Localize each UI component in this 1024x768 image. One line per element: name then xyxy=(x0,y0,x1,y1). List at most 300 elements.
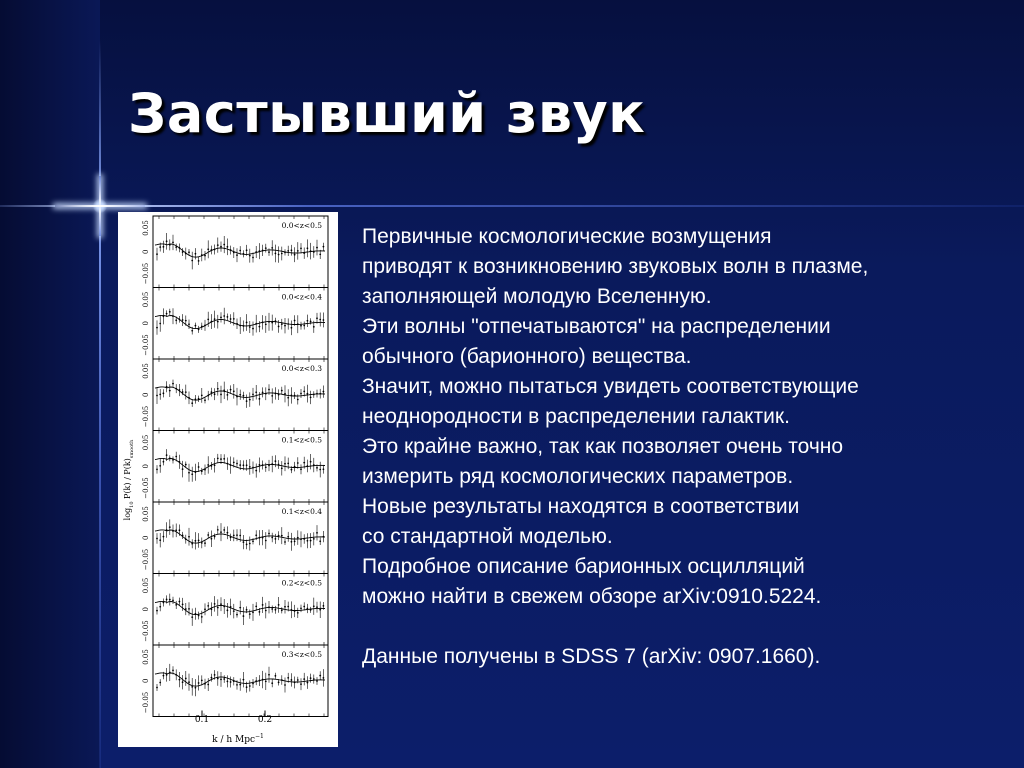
panel-data-point xyxy=(275,253,277,255)
panel-data-point xyxy=(214,536,216,538)
panel-data-point xyxy=(217,244,219,246)
panel-data-point xyxy=(271,682,273,684)
panel-data-point xyxy=(195,398,197,400)
panel-data-point xyxy=(259,611,261,613)
panel-data-point xyxy=(310,396,312,398)
panel-data-point xyxy=(172,315,174,317)
panel-data-point xyxy=(265,247,267,249)
panel-data-point xyxy=(191,473,193,475)
panel-data-point xyxy=(262,250,264,252)
panel-data-point xyxy=(207,248,209,250)
panel-data-point xyxy=(275,675,277,677)
panel-data-point xyxy=(198,260,200,262)
panel-data-point xyxy=(297,399,299,401)
panel-data-point xyxy=(307,393,309,395)
x-axis-label-main: k / h Mpc xyxy=(212,735,256,745)
body-line-12: можно найти в свежем обзоре arXiv:0910.5224. xyxy=(362,585,822,608)
panel-data-point xyxy=(214,393,216,395)
panel-data-point xyxy=(307,682,309,684)
panel-data-point xyxy=(246,544,248,546)
panel-data-point xyxy=(179,601,181,603)
panel-data-point xyxy=(281,253,283,255)
panel-data-point xyxy=(166,313,168,315)
panel-data-point xyxy=(195,687,197,689)
panel-data-point xyxy=(156,327,158,329)
panel-data-point xyxy=(278,535,280,537)
panel-data-point xyxy=(223,678,225,680)
panel-data-point xyxy=(300,247,302,249)
panel-data-point xyxy=(300,608,302,610)
decor-vertical-line xyxy=(99,40,101,768)
panel-data-point xyxy=(271,322,273,324)
panel-data-point xyxy=(169,526,171,528)
panel-data-point xyxy=(223,244,225,246)
panel-data-point xyxy=(214,603,216,605)
panel-y-tick-tick_top: 0.05 xyxy=(142,434,150,451)
panel-data-point xyxy=(214,249,216,251)
panel-data-point xyxy=(207,395,209,397)
panel-data-point xyxy=(239,464,241,466)
panel-data-point xyxy=(166,599,168,601)
panel-data-point xyxy=(265,540,267,542)
panel-data-point xyxy=(207,464,209,466)
panel-data-point xyxy=(227,316,229,318)
panel-data-point xyxy=(195,613,197,615)
panel-data-point xyxy=(191,686,193,688)
panel-data-point xyxy=(217,457,219,459)
panel-data-point xyxy=(252,683,254,685)
panel-data-point xyxy=(175,674,177,676)
panel-data-point xyxy=(230,389,232,391)
panel-data-point xyxy=(191,543,193,545)
panel-data-point xyxy=(227,532,229,534)
panel-data-point xyxy=(214,318,216,320)
body-line-6: неоднородности в распределении галактик. xyxy=(362,405,790,428)
panel-data-point xyxy=(310,461,312,463)
panel-data-point xyxy=(307,608,309,610)
y-axis-label-sub2: smooth xyxy=(129,439,135,459)
panel-data-point xyxy=(211,249,213,251)
panel-data-point xyxy=(287,677,289,679)
panel-data-point xyxy=(156,253,158,255)
panel-y-tick-tick_mid: 0 xyxy=(142,678,150,683)
x-tick-label-0: 0.1 xyxy=(194,715,210,725)
panel-label-1: 0.0<z<0.4 xyxy=(281,292,322,302)
panel-data-point xyxy=(172,242,174,244)
panel-data-point xyxy=(195,540,197,542)
panel-data-point xyxy=(323,536,325,538)
panel-data-point xyxy=(303,606,305,608)
panel-data-point xyxy=(230,681,232,683)
panel-data-point xyxy=(294,395,296,397)
body-line-9: Новые результаты находятся в соответствии xyxy=(362,495,800,518)
panel-data-point xyxy=(319,254,321,256)
panel-data-point xyxy=(307,465,309,467)
panel-data-point xyxy=(262,679,264,681)
panel-y-tick-tick_top: 0.05 xyxy=(142,506,150,522)
panel-label-5: 0.2<z<0.5 xyxy=(281,578,322,588)
panel-y-tick-tick_mid: 0 xyxy=(142,392,150,397)
panel-data-point xyxy=(275,609,277,611)
panel-data-point xyxy=(156,687,158,689)
panel-data-point xyxy=(268,251,270,253)
panel-data-point xyxy=(316,606,318,608)
panel-data-point xyxy=(262,391,264,393)
panel-data-point xyxy=(188,608,190,610)
panel-data-point xyxy=(284,684,286,686)
panel-data-point xyxy=(275,460,277,462)
panel-data-point xyxy=(268,465,270,467)
panel-data-point xyxy=(159,246,161,248)
panel-data-point xyxy=(239,325,241,327)
panel-data-point xyxy=(204,399,206,401)
panel-data-point xyxy=(294,540,296,542)
panel-data-point xyxy=(271,395,273,397)
panel-data-point xyxy=(230,536,232,538)
panel-data-point xyxy=(243,541,245,543)
body-line-7: Это крайне важно, так как позволяет очень точно xyxy=(362,435,844,458)
panel-data-point xyxy=(243,253,245,255)
panel-data-point xyxy=(287,536,289,538)
panel-data-point xyxy=(185,538,187,540)
panel-data-point xyxy=(291,249,293,251)
panel-data-point xyxy=(246,464,248,466)
y-axis-label-rest: P(k) / P(k) xyxy=(123,458,132,502)
panel-data-point xyxy=(271,608,273,610)
panel-data-point xyxy=(284,463,286,465)
panel-data-point xyxy=(268,533,270,535)
panel-data-point xyxy=(252,257,254,259)
body-line-11: Подробное описание барионных осцилляций xyxy=(362,555,805,578)
panel-data-point xyxy=(207,684,209,686)
panel-data-point xyxy=(220,316,222,318)
panel-data-point xyxy=(182,535,184,537)
panel-data-point xyxy=(255,470,257,472)
panel-data-point xyxy=(198,540,200,542)
panel-data-point xyxy=(207,318,209,320)
panel-data-point xyxy=(188,681,190,683)
bao-figure-svg xyxy=(118,212,338,747)
left-decor-band xyxy=(0,0,100,768)
panel-data-point xyxy=(217,607,219,609)
panel-data-point xyxy=(316,247,318,249)
panel-data-point xyxy=(236,614,238,616)
panel-data-point xyxy=(211,465,213,467)
panel-data-point xyxy=(182,681,184,683)
body-line-0: Первичные космологические возмущения xyxy=(362,225,772,248)
panel-data-point xyxy=(191,402,193,404)
panel-data-point xyxy=(300,538,302,540)
panel-y-tick-tick_bot: −0.05 xyxy=(142,691,150,714)
panel-data-point xyxy=(252,611,254,613)
panel-data-point xyxy=(188,397,190,399)
panel-data-point xyxy=(323,319,325,321)
panel-data-point xyxy=(236,684,238,686)
panel-data-point xyxy=(163,675,165,677)
panel-y-tick-tick_top: 0.05 xyxy=(142,291,150,308)
panel-data-point xyxy=(303,390,305,392)
panel-data-point xyxy=(252,540,254,542)
panel-data-point xyxy=(159,606,161,608)
panel-data-point xyxy=(259,398,261,400)
panel-data-point xyxy=(201,616,203,618)
slide-title: Застывший звук xyxy=(128,82,646,145)
panel-data-point xyxy=(233,610,235,612)
panel-data-point xyxy=(307,320,309,322)
panel-data-point xyxy=(268,321,270,323)
panel-y-tick-tick_bot: −0.05 xyxy=(142,620,150,642)
panel-data-point xyxy=(227,609,229,611)
panel-data-point xyxy=(313,678,315,680)
panel-data-point xyxy=(239,607,241,609)
panel-data-point xyxy=(300,393,302,395)
panel-data-point xyxy=(323,391,325,393)
panel-data-point xyxy=(246,609,248,611)
panel-data-point xyxy=(201,394,203,396)
panel-y-tick-tick_mid: 0 xyxy=(142,249,150,254)
panel-data-point xyxy=(271,247,273,249)
panel-data-point xyxy=(211,321,213,323)
panel-data-point xyxy=(319,469,321,471)
panel-data-point xyxy=(169,457,171,459)
panel-data-point xyxy=(287,462,289,464)
body-spacer xyxy=(362,612,1002,642)
panel-data-point xyxy=(201,680,203,682)
panel-data-point xyxy=(185,320,187,322)
panel-data-point xyxy=(287,606,289,608)
panel-data-point xyxy=(294,254,296,256)
panel-data-point xyxy=(217,388,219,390)
panel-data-point xyxy=(156,610,158,612)
panel-data-point xyxy=(249,255,251,257)
panel-data-point xyxy=(246,686,248,688)
panel-data-point xyxy=(268,389,270,391)
panel-data-point xyxy=(169,311,171,313)
panel-data-point xyxy=(297,250,299,252)
panel-data-point xyxy=(166,240,168,242)
panel-data-point xyxy=(268,674,270,676)
panel-y-tick-tick_bot: −0.05 xyxy=(142,405,150,428)
panel-data-point xyxy=(262,604,264,606)
panel-data-point xyxy=(297,323,299,325)
panel-data-point xyxy=(297,462,299,464)
x-axis-label xyxy=(212,733,264,745)
panel-data-point xyxy=(259,680,261,682)
panel-data-point xyxy=(265,680,267,682)
panel-data-point xyxy=(214,464,216,466)
panel-data-point xyxy=(271,537,273,539)
panel-data-point xyxy=(166,529,168,531)
panel-data-point xyxy=(166,454,168,456)
panel-data-point xyxy=(259,250,261,252)
panel-data-point xyxy=(166,674,168,676)
panel-data-point xyxy=(310,609,312,611)
panel-data-point xyxy=(259,464,261,466)
panel-data-point xyxy=(214,674,216,676)
panel-data-point xyxy=(281,390,283,392)
panel-data-point xyxy=(233,535,235,537)
body-line-8: измерить ряд космологических параметров. xyxy=(362,465,794,488)
panel-data-point xyxy=(243,464,245,466)
panel-data-point xyxy=(246,400,248,402)
panel-data-point xyxy=(179,461,181,463)
panel-data-point xyxy=(287,397,289,399)
panel-data-point xyxy=(220,531,222,533)
panel-data-point xyxy=(300,325,302,327)
panel-y-tick-tick_top: 0.05 xyxy=(142,220,150,236)
panel-data-point xyxy=(310,250,312,252)
panel-data-point xyxy=(313,464,315,466)
panel-data-point xyxy=(278,464,280,466)
panel-data-point xyxy=(236,534,238,536)
panel-data-point xyxy=(188,251,190,253)
panel-data-point xyxy=(284,252,286,254)
panel-y-tick-tick_mid: 0 xyxy=(142,535,150,540)
panel-data-point xyxy=(316,467,318,469)
panel-data-point xyxy=(307,247,309,249)
panel-data-point xyxy=(163,246,165,248)
panel-data-point xyxy=(297,537,299,539)
panel-data-point xyxy=(179,318,181,320)
panel-data-point xyxy=(204,542,206,544)
body-footer-line: Данные получены в SDSS 7 (arXiv: 0907.1660). xyxy=(362,645,821,668)
panel-data-point xyxy=(303,678,305,680)
panel-data-point xyxy=(175,529,177,531)
panel-y-tick-tick_top: 0.05 xyxy=(142,577,150,594)
panel-data-point xyxy=(239,535,241,537)
panel-data-point xyxy=(195,325,197,327)
panel-data-point xyxy=(185,253,187,255)
panel-data-point xyxy=(246,322,248,324)
panel-data-point xyxy=(227,394,229,396)
panel-data-point xyxy=(159,539,161,541)
panel-data-point xyxy=(169,244,171,246)
panel-data-point xyxy=(243,325,245,327)
panel-y-tick-tick_mid: 0 xyxy=(142,607,150,612)
panel-data-point xyxy=(313,326,315,328)
panel-data-point xyxy=(198,682,200,684)
panel-data-point xyxy=(278,394,280,396)
panel-data-point xyxy=(278,681,280,683)
panel-data-point xyxy=(265,610,267,612)
panel-data-point xyxy=(294,320,296,322)
panel-data-point xyxy=(188,323,190,325)
panel-data-point xyxy=(275,538,277,540)
panel-data-point xyxy=(207,605,209,607)
panel-data-point xyxy=(291,609,293,611)
panel-data-point xyxy=(294,682,296,684)
panel-data-point xyxy=(198,398,200,400)
panel-data-point xyxy=(217,678,219,680)
panel-data-point xyxy=(191,260,193,262)
panel-data-point xyxy=(297,679,299,681)
panel-data-point xyxy=(169,599,171,601)
panel-data-point xyxy=(172,383,174,385)
panel-data-point xyxy=(281,323,283,325)
panel-data-point xyxy=(201,325,203,327)
panel-data-point xyxy=(287,250,289,252)
panel-data-point xyxy=(313,605,315,607)
panel-data-point xyxy=(243,615,245,617)
panel-data-point xyxy=(159,394,161,396)
body-line-2: заполняющей молодую Вселенную. xyxy=(362,285,712,308)
panel-data-point xyxy=(281,467,283,469)
panel-data-point xyxy=(211,608,213,610)
panel-data-point xyxy=(319,319,321,321)
panel-data-point xyxy=(316,317,318,319)
panel-label-3: 0.1<z<0.5 xyxy=(281,435,322,445)
panel-data-point xyxy=(223,606,225,608)
panel-data-point xyxy=(182,603,184,605)
panel-data-point xyxy=(300,468,302,470)
panel-data-point xyxy=(268,606,270,608)
panel-data-point xyxy=(179,679,181,681)
panel-label-4: 0.1<z<0.4 xyxy=(281,507,322,516)
panel-data-point xyxy=(255,391,257,393)
panel-data-point xyxy=(278,254,280,256)
panel-data-point xyxy=(239,250,241,252)
panel-data-point xyxy=(303,325,305,327)
panel-data-point xyxy=(243,679,245,681)
panel-data-point xyxy=(239,394,241,396)
panel-data-point xyxy=(175,456,177,458)
panel-data-point xyxy=(175,388,177,390)
panel-data-point xyxy=(179,389,181,391)
panel-data-point xyxy=(303,252,305,254)
panel-data-point xyxy=(227,246,229,248)
panel-data-point xyxy=(236,396,238,398)
panel-data-point xyxy=(249,685,251,687)
panel-data-point xyxy=(182,319,184,321)
panel-data-point xyxy=(297,612,299,614)
panel-data-point xyxy=(252,393,254,395)
panel-data-point xyxy=(236,254,238,256)
panel-data-point xyxy=(316,393,318,395)
panel-data-point xyxy=(211,391,213,393)
panel-data-point xyxy=(249,543,251,545)
panel-data-point xyxy=(233,390,235,392)
panel-data-point xyxy=(204,255,206,257)
panel-data-point xyxy=(243,395,245,397)
panel-label-0: 0.0<z<0.5 xyxy=(281,221,322,230)
panel-data-point xyxy=(195,471,197,473)
panel-data-point xyxy=(255,251,257,253)
panel-data-point xyxy=(172,669,174,671)
panel-data-point xyxy=(223,458,225,460)
panel-data-point xyxy=(188,536,190,538)
panel-data-point xyxy=(262,537,264,539)
panel-data-point xyxy=(291,469,293,471)
panel-data-point xyxy=(220,394,222,396)
panel-data-point xyxy=(313,394,315,396)
panel-data-point xyxy=(249,613,251,615)
panel-data-point xyxy=(163,316,165,318)
panel-data-point xyxy=(188,472,190,474)
panel-data-point xyxy=(227,680,229,682)
panel-data-point xyxy=(159,682,161,684)
panel-data-point xyxy=(252,328,254,330)
panel-data-point xyxy=(195,253,197,255)
bao-figure xyxy=(118,212,338,747)
panel-data-point xyxy=(323,246,325,248)
body-line-5: Значит, можно пытаться увидеть соответствующие xyxy=(362,375,859,398)
panel-data-point xyxy=(291,679,293,681)
figure-panels xyxy=(142,216,328,717)
panel-data-point xyxy=(255,534,257,536)
panel-data-point xyxy=(281,609,283,611)
panel-data-point xyxy=(249,466,251,468)
panel-y-tick-tick_bot: −0.05 xyxy=(142,477,150,499)
